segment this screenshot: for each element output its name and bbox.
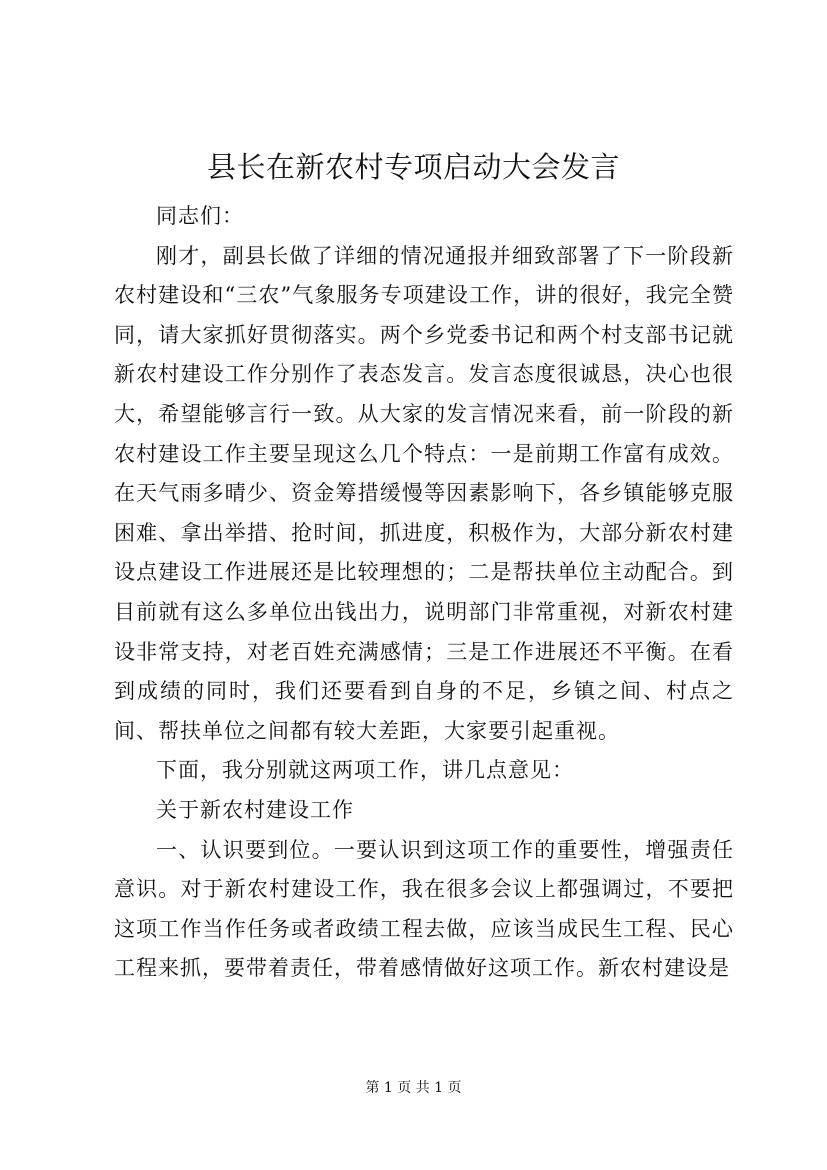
document-title: 县长在新农村专项启动大会发言 [206,150,620,184]
paragraph-point-one: 一、认识要到位。一要认识到这项工作的重要性，增强责任意识。对于新农村建设工作，我在很多会议上都强调过，不要把这项工作当作任务或者政绩工程去做，应该当成民生工程、民心工程来抓，要带着责任，带着感情做好这项工作。新农村建设是 [114,837,734,981]
paragraph-greeting: 同志们： [156,204,244,228]
page-footer: 第 1 页 共 1 页 [365,1080,462,1096]
document-body [114,197,734,989]
paragraph-transition: 下面，我分别就这两项工作，讲几点意见： [156,758,574,783]
paragraph-opening: 刚才，副县长做了详细的情况通报并细致部署了下一阶段新农村建设和“三农”气象服务专项建设工作，讲的很好，我完全赞同，请大家抓好贯彻落实。两个乡党委书记和两个村支部书记就新农村建设工作分别作了表态发言。发言态度很诚恳，决心也很大，希望能够言行一致。从大家的发言情况来看，前一阶段的新农村建设工作主要呈现这么几个特点：一是前期工作富有成效。在天气雨多晴少、资金筹措缓慢等因素影响下，各乡镇能够克服困难、拿出举措、抢时间，抓进度，积极作为，大部分新农村建设点建设工作进展还是比较理想的；二是帮扶单位主动配合。到目前就有这么多单位出钱出力，说明部门非常重视，对新农村建设非常支持，对老百姓充满感情；三是工作进展还不平衡。在看到成绩的同时，我们还要看到自身的不足，乡镇之间、村点之间、帮扶单位之间都有较大差距，大家要引起重视。 [114,243,734,743]
section-heading: 关于新农村建设工作 [156,797,354,822]
